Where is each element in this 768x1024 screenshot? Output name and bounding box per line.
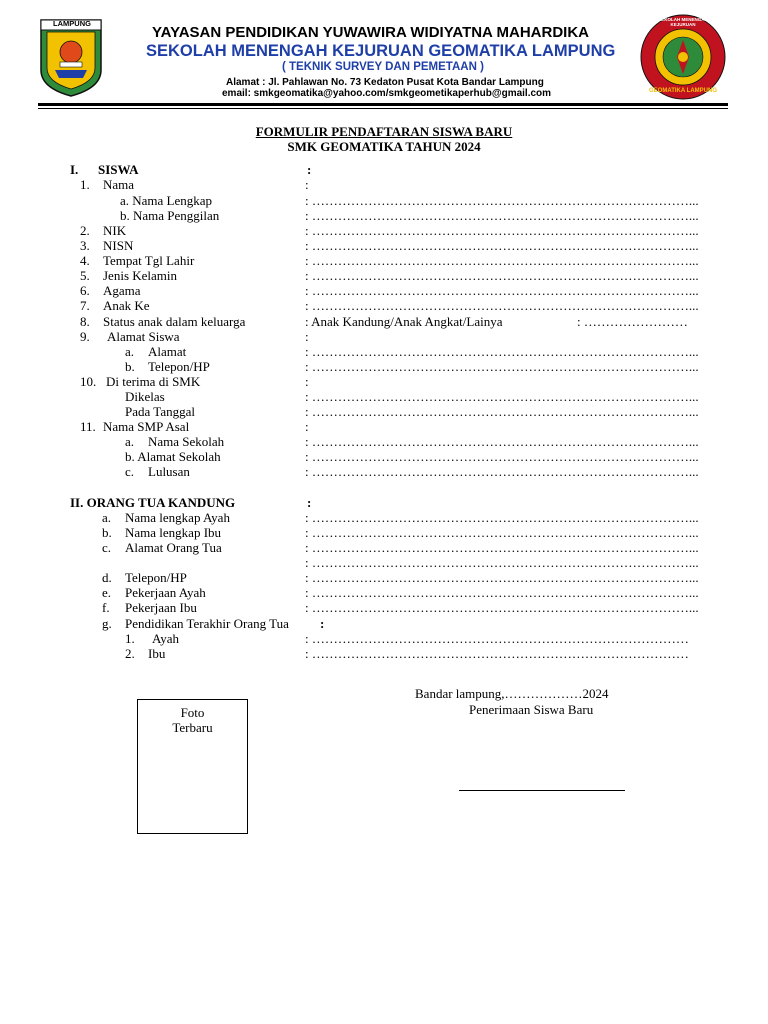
field-pendidikan-ibu[interactable]: 2. Ibu : …………………………………………………………………………… xyxy=(125,646,689,661)
header-divider-thick xyxy=(38,103,728,106)
field-dikelas[interactable]: Dikelas : ……………………………………………………………………………... xyxy=(125,389,699,404)
field-nama-lengkap[interactable]: a. Nama Lengkap : ……………………………………………………………………………... xyxy=(120,193,699,208)
field-pendidikan-terakhir: g. Pendidikan Terakhir Orang Tua : xyxy=(102,616,325,631)
field-pekerjaan-ayah[interactable]: e. Pekerjaan Ayah : ……………………………………………………………………………... xyxy=(102,585,699,600)
field-nisn[interactable]: 3. NISN : ……………………………………………………………………………... xyxy=(80,238,699,253)
field-agama[interactable]: 6. Agama : ……………………………………………………………………………... xyxy=(80,283,699,298)
school-email: email: smkgeomatika@yahoo.com/smkgeometikaperhub@gmail.com xyxy=(222,88,552,99)
field-nama-panggilan[interactable]: b. Nama Penggilan : ……………………………………………………………………………... xyxy=(120,208,699,223)
school-address: Alamat : Jl. Pahlawan No. 73 Kedaton Pusat Kota Bandar Lampung xyxy=(226,77,544,88)
foundation-name: YAYASAN PENDIDIKAN YUWAWIRA WIDIYATNA MAHARDIKA xyxy=(152,24,589,41)
logo-right-top-caption: SEKOLAH MENENGAH KEJURUAN xyxy=(658,17,708,27)
logo-right-caption: GEOMATIKA LAMPUNG xyxy=(649,88,717,94)
signature-line[interactable] xyxy=(459,790,625,791)
photo-label-line1: Foto xyxy=(180,705,205,720)
field-lulusan[interactable]: c. Lulusan : ……………………………………………………………………………... xyxy=(125,464,699,479)
signature-place-date: Bandar lampung,………………2024 xyxy=(415,686,609,701)
field-nik[interactable]: 2. NIK : ……………………………………………………………………………... xyxy=(80,223,699,238)
field-jenis-kelamin[interactable]: 5. Jenis Kelamin : ……………………………………………………………………………... xyxy=(80,268,699,283)
field-nama-smp-asal: 11. Nama SMP Asal : xyxy=(80,419,309,434)
field-alamat-sekolah[interactable]: b. Alamat Sekolah : ……………………………………………………………………………... xyxy=(125,449,699,464)
field-pada-tanggal[interactable]: Pada Tanggal : ……………………………………………………………………………... xyxy=(125,404,699,419)
photo-label-line2: Terbaru xyxy=(172,720,213,735)
field-nama-ayah[interactable]: a. Nama lengkap Ayah : ……………………………………………………………………………... xyxy=(102,510,699,525)
signature-role: Penerimaan Siswa Baru xyxy=(469,702,594,717)
field-anak-ke[interactable]: 7. Anak Ke : ……………………………………………………………………………... xyxy=(80,298,699,313)
field-alamat[interactable]: a. Alamat : ……………………………………………………………………………... xyxy=(125,344,699,359)
lampung-province-emblem-icon xyxy=(38,18,104,98)
field-tempat-tgl-lahir[interactable]: 4. Tempat Tgl Lahir : ……………………………………………………………………………... xyxy=(80,253,699,268)
header-divider-thin xyxy=(38,108,728,109)
photo-box[interactable] xyxy=(137,699,248,834)
field-alamat-orang-tua[interactable]: c. Alamat Orang Tua : ……………………………………………………………………………... xyxy=(102,540,699,555)
field-nama-sekolah[interactable]: a. Nama Sekolah : ……………………………………………………………………………... xyxy=(125,434,699,449)
field-telepon-siswa[interactable]: b. Telepon/HP : ……………………………………………………………………………... xyxy=(125,359,699,374)
field-pekerjaan-ibu[interactable]: f. Pekerjaan Ibu : ……………………………………………………………………………... xyxy=(102,600,699,615)
letterhead xyxy=(0,0,768,100)
logo-left-caption: LAMPUNG xyxy=(53,19,91,28)
field-diterima-smk: 10. Di terima di SMK : xyxy=(80,374,309,389)
section-orang-tua-heading: II. ORANG TUA KANDUNG : xyxy=(70,495,312,510)
field-pendidikan-ayah[interactable]: 1. Ayah : …………………………………………………………………………… xyxy=(125,631,689,646)
form-title: FORMULIR PENDAFTARAN SISWA BARU xyxy=(255,124,513,139)
field-telepon-orang-tua[interactable]: d. Telepon/HP : ……………………………………………………………………………... xyxy=(102,570,699,585)
program-name: ( TEKNIK SURVEY DAN PEMETAAN ) xyxy=(282,61,484,73)
section-siswa-heading: I. SISWA : xyxy=(70,162,312,177)
field-nama: 1. Nama : xyxy=(80,177,309,192)
field-alamat-siswa: 9. Alamat Siswa : xyxy=(80,329,309,344)
form-subtitle: SMK GEOMATIKA TAHUN 2024 xyxy=(287,139,481,154)
school-name: SEKOLAH MENENGAH KEJURUAN GEOMATIKA LAMPUNG xyxy=(146,42,616,60)
field-status-anak[interactable]: 8. Status anak dalam keluarga : Anak Kandung/Anak Angkat/Lainya : …………………… xyxy=(80,314,688,329)
field-nama-ibu[interactable]: b. Nama lengkap Ibu : ……………………………………………………………………………... xyxy=(102,525,699,540)
field-alamat-orang-tua-line2[interactable]: : ……………………………………………………………………………... xyxy=(305,555,699,570)
